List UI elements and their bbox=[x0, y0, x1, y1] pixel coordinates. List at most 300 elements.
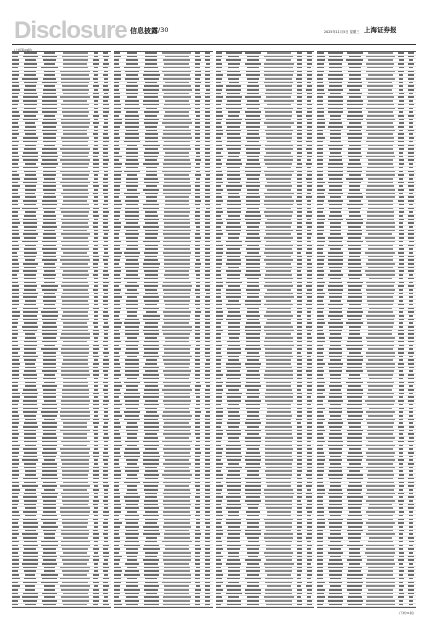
table-cell bbox=[203, 311, 213, 314]
table-cell bbox=[114, 474, 123, 477]
table-cell bbox=[123, 593, 142, 596]
table-cell bbox=[243, 63, 263, 66]
table-cell bbox=[40, 570, 60, 573]
table-cell bbox=[161, 363, 193, 366]
table-cell bbox=[193, 507, 203, 510]
table-cell bbox=[161, 59, 193, 62]
table-cell bbox=[224, 115, 243, 118]
table-cell bbox=[317, 519, 326, 522]
table-cell bbox=[193, 200, 203, 203]
table-cell bbox=[216, 156, 225, 159]
table-cell bbox=[224, 152, 243, 155]
table-cell bbox=[161, 71, 193, 74]
table-cell bbox=[294, 178, 304, 181]
table-cell bbox=[326, 578, 345, 581]
table-cell bbox=[224, 59, 243, 62]
table-cell bbox=[224, 459, 243, 462]
table-cell bbox=[317, 589, 326, 592]
table-cell bbox=[317, 63, 326, 66]
table-cell bbox=[161, 582, 193, 585]
table-cell bbox=[12, 326, 21, 329]
table-cell bbox=[161, 515, 193, 518]
table-cell bbox=[365, 300, 397, 303]
table-cell bbox=[304, 167, 314, 170]
table-cell bbox=[216, 559, 225, 562]
table-cell bbox=[101, 467, 111, 470]
table-cell bbox=[12, 270, 21, 273]
table-cell bbox=[243, 500, 263, 503]
table-cell bbox=[304, 282, 314, 285]
table-cell bbox=[263, 396, 295, 399]
table-cell bbox=[91, 74, 101, 77]
table-cell bbox=[294, 304, 304, 307]
table-cell bbox=[365, 326, 397, 329]
table-cell bbox=[294, 289, 304, 292]
table-cell bbox=[12, 493, 21, 496]
table-cell bbox=[203, 59, 213, 62]
table-cell bbox=[193, 193, 203, 196]
table-cell bbox=[21, 274, 40, 277]
table-cell bbox=[243, 322, 263, 325]
table-cell bbox=[59, 182, 91, 185]
table-cell bbox=[59, 230, 91, 233]
table-cell bbox=[326, 537, 345, 540]
table-cell bbox=[12, 437, 21, 440]
table-cell bbox=[91, 563, 101, 566]
table-cell bbox=[326, 219, 345, 222]
table-cell bbox=[101, 511, 111, 514]
table-cell bbox=[216, 507, 225, 510]
table-cell bbox=[224, 552, 243, 555]
table-cell bbox=[91, 59, 101, 62]
table-cell bbox=[294, 596, 304, 599]
table-cell bbox=[224, 137, 243, 140]
table-cell bbox=[243, 574, 263, 577]
table-cell bbox=[91, 308, 101, 311]
table-cell bbox=[224, 308, 243, 311]
table-cell bbox=[203, 470, 213, 473]
table-cell bbox=[243, 567, 263, 570]
table-cell bbox=[294, 267, 304, 270]
table-cell bbox=[141, 311, 161, 314]
table-cell bbox=[365, 519, 397, 522]
table-cell bbox=[101, 245, 111, 248]
table-cell bbox=[101, 115, 111, 118]
table-cell bbox=[224, 108, 243, 111]
table-cell bbox=[263, 52, 295, 55]
table-cell bbox=[317, 452, 326, 455]
table-cell bbox=[21, 426, 40, 429]
table-cell bbox=[203, 452, 213, 455]
table-cell bbox=[59, 263, 91, 266]
table-cell bbox=[141, 259, 161, 262]
table-cell bbox=[304, 111, 314, 114]
table-cell bbox=[345, 585, 365, 588]
table-cell bbox=[141, 574, 161, 577]
table-cell bbox=[294, 352, 304, 355]
table-cell bbox=[224, 596, 243, 599]
table-cell bbox=[59, 589, 91, 592]
table-cell bbox=[365, 482, 397, 485]
table-cell bbox=[406, 148, 416, 151]
table-cell bbox=[216, 467, 225, 470]
table-cell bbox=[40, 607, 60, 608]
table-cell bbox=[224, 478, 243, 481]
table-cell bbox=[101, 411, 111, 414]
table-cell bbox=[345, 270, 365, 273]
table-cell bbox=[21, 56, 40, 59]
table-cell bbox=[161, 430, 193, 433]
table-cell bbox=[345, 578, 365, 581]
table-cell bbox=[59, 52, 91, 55]
table-cell bbox=[224, 163, 243, 166]
table-cell bbox=[396, 437, 406, 440]
table-cell bbox=[345, 71, 365, 74]
table-cell bbox=[224, 585, 243, 588]
table-cell bbox=[12, 85, 21, 88]
table-cell bbox=[114, 319, 123, 322]
table-cell bbox=[161, 530, 193, 533]
table-cell bbox=[203, 585, 213, 588]
table-cell bbox=[193, 211, 203, 214]
table-cell bbox=[345, 159, 365, 162]
table-cell bbox=[114, 219, 123, 222]
table-cell bbox=[304, 545, 314, 548]
table-cell bbox=[123, 496, 142, 499]
table-cell bbox=[406, 522, 416, 525]
table-cell bbox=[114, 330, 123, 333]
table-cell bbox=[216, 504, 225, 507]
table-cell bbox=[101, 515, 111, 518]
table-cell bbox=[12, 345, 21, 348]
table-cell bbox=[123, 145, 142, 148]
table-cell bbox=[326, 456, 345, 459]
table-cell bbox=[101, 582, 111, 585]
table-cell bbox=[141, 282, 161, 285]
table-cell bbox=[263, 411, 295, 414]
table-cell bbox=[304, 493, 314, 496]
table-cell bbox=[91, 548, 101, 551]
table-cell bbox=[365, 145, 397, 148]
table-cell bbox=[345, 211, 365, 214]
table-cell bbox=[216, 482, 225, 485]
table-cell bbox=[317, 515, 326, 518]
table-cell bbox=[345, 596, 365, 599]
table-cell bbox=[40, 133, 60, 136]
table-cell bbox=[91, 422, 101, 425]
table-cell bbox=[123, 148, 142, 151]
table-cell bbox=[40, 311, 60, 314]
table-cell bbox=[406, 396, 416, 399]
table-cell bbox=[21, 263, 40, 266]
table-cell bbox=[193, 167, 203, 170]
table-cell bbox=[123, 337, 142, 340]
table-cell bbox=[193, 419, 203, 422]
table-cell bbox=[12, 141, 21, 144]
table-cell bbox=[59, 556, 91, 559]
table-cell bbox=[141, 326, 161, 329]
table-cell bbox=[59, 59, 91, 62]
table-cell bbox=[12, 137, 21, 140]
table-cell bbox=[365, 245, 397, 248]
table-cell bbox=[12, 522, 21, 525]
table-cell bbox=[345, 437, 365, 440]
table-cell bbox=[365, 563, 397, 566]
table-cell bbox=[224, 396, 243, 399]
table-cell bbox=[406, 459, 416, 462]
table-cell bbox=[203, 578, 213, 581]
table-cell bbox=[91, 274, 101, 277]
table-cell bbox=[141, 589, 161, 592]
table-cell bbox=[317, 300, 326, 303]
table-cell bbox=[40, 237, 60, 240]
table-cell bbox=[203, 163, 213, 166]
table-cell bbox=[224, 230, 243, 233]
table-cell bbox=[263, 74, 295, 77]
table-cell bbox=[91, 115, 101, 118]
table-cell bbox=[114, 348, 123, 351]
table-cell bbox=[59, 315, 91, 318]
table-cell bbox=[294, 589, 304, 592]
table-cell bbox=[326, 256, 345, 259]
table-cell bbox=[304, 93, 314, 96]
table-cell bbox=[161, 522, 193, 525]
table-cell bbox=[224, 556, 243, 559]
table-cell bbox=[114, 459, 123, 462]
table-cell bbox=[59, 285, 91, 288]
page-number: /30 bbox=[158, 26, 169, 34]
table-cell bbox=[317, 582, 326, 585]
table-cell bbox=[21, 563, 40, 566]
table-cell bbox=[294, 600, 304, 603]
table-cell bbox=[59, 348, 91, 351]
table-cell bbox=[21, 208, 40, 211]
table-cell bbox=[91, 196, 101, 199]
table-cell bbox=[141, 604, 161, 607]
table-cell bbox=[263, 267, 295, 270]
table-cell bbox=[193, 522, 203, 525]
table-cell bbox=[161, 330, 193, 333]
table-cell bbox=[216, 100, 225, 103]
table-cell bbox=[161, 426, 193, 429]
table-cell bbox=[406, 482, 416, 485]
table-cell bbox=[101, 171, 111, 174]
table-cell bbox=[304, 174, 314, 177]
table-cell bbox=[21, 504, 40, 507]
table-cell bbox=[193, 130, 203, 133]
table-cell bbox=[396, 519, 406, 522]
table-cell bbox=[91, 359, 101, 362]
table-cell bbox=[203, 600, 213, 603]
table-cell bbox=[114, 526, 123, 529]
table-cell bbox=[114, 193, 123, 196]
table-cell bbox=[123, 415, 142, 418]
table-cell bbox=[304, 141, 314, 144]
table-cell bbox=[216, 567, 225, 570]
table-cell bbox=[216, 85, 225, 88]
table-cell bbox=[203, 122, 213, 125]
table-cell bbox=[317, 133, 326, 136]
table-cell bbox=[21, 545, 40, 548]
table-cell bbox=[114, 559, 123, 562]
table-cell bbox=[345, 133, 365, 136]
table-cell bbox=[294, 208, 304, 211]
table-cell bbox=[396, 400, 406, 403]
table-cell bbox=[12, 315, 21, 318]
table-cell bbox=[141, 511, 161, 514]
table-cell bbox=[203, 604, 213, 607]
table-cell bbox=[193, 385, 203, 388]
table-cell bbox=[193, 607, 203, 608]
table-cell bbox=[40, 459, 60, 462]
table-cell bbox=[161, 267, 193, 270]
table-cell bbox=[317, 378, 326, 381]
table-cell bbox=[243, 541, 263, 544]
table-cell bbox=[263, 300, 295, 303]
table-cell bbox=[294, 215, 304, 218]
table-cell bbox=[294, 133, 304, 136]
table-cell bbox=[224, 482, 243, 485]
table-cell bbox=[224, 126, 243, 129]
table-cell bbox=[317, 163, 326, 166]
table-cell bbox=[123, 182, 142, 185]
table-cell bbox=[304, 533, 314, 536]
table-cell bbox=[141, 422, 161, 425]
table-cell bbox=[345, 85, 365, 88]
table-cell bbox=[224, 293, 243, 296]
table-cell bbox=[101, 426, 111, 429]
table-cell bbox=[193, 245, 203, 248]
table-cell bbox=[406, 185, 416, 188]
table-cell bbox=[101, 341, 111, 344]
table-cell bbox=[161, 274, 193, 277]
table-cell bbox=[345, 282, 365, 285]
table-cell bbox=[114, 415, 123, 418]
table-cell bbox=[396, 274, 406, 277]
table-cell bbox=[12, 133, 21, 136]
table-cell bbox=[123, 267, 142, 270]
table-cell bbox=[21, 607, 40, 608]
table-cell bbox=[317, 56, 326, 59]
table-cell bbox=[21, 530, 40, 533]
table-cell bbox=[203, 485, 213, 488]
table-cell bbox=[294, 389, 304, 392]
table-cell bbox=[216, 211, 225, 214]
table-cell bbox=[326, 400, 345, 403]
table-cell bbox=[406, 548, 416, 551]
table-cell bbox=[203, 556, 213, 559]
table-cell bbox=[203, 104, 213, 107]
table-cell bbox=[326, 333, 345, 336]
table-cell bbox=[216, 419, 225, 422]
table-cell bbox=[12, 515, 21, 518]
table-cell bbox=[365, 308, 397, 311]
table-cell bbox=[59, 374, 91, 377]
table-cell bbox=[304, 259, 314, 262]
table-cell bbox=[345, 459, 365, 462]
table-cell bbox=[40, 226, 60, 229]
table-cell bbox=[396, 333, 406, 336]
table-cell bbox=[141, 426, 161, 429]
table-cell bbox=[294, 274, 304, 277]
table-cell bbox=[101, 574, 111, 577]
table-cell bbox=[101, 82, 111, 85]
table-cell bbox=[21, 137, 40, 140]
table-cell bbox=[40, 430, 60, 433]
table-cell bbox=[101, 156, 111, 159]
table-cell bbox=[21, 59, 40, 62]
table-cell bbox=[21, 319, 40, 322]
table-cell bbox=[406, 489, 416, 492]
table-cell bbox=[304, 289, 314, 292]
table-cell bbox=[161, 441, 193, 444]
table-cell bbox=[12, 367, 21, 370]
table-cell bbox=[141, 352, 161, 355]
table-cell bbox=[294, 108, 304, 111]
table-cell bbox=[294, 478, 304, 481]
table-cell bbox=[263, 600, 295, 603]
table-cell bbox=[263, 548, 295, 551]
table-cell bbox=[114, 74, 123, 77]
table-cell bbox=[304, 196, 314, 199]
table-cell bbox=[243, 378, 263, 381]
table-cell bbox=[12, 156, 21, 159]
table-cell bbox=[59, 519, 91, 522]
table-cell bbox=[101, 526, 111, 529]
table-cell bbox=[345, 559, 365, 562]
table-cell bbox=[304, 82, 314, 85]
table-cell bbox=[345, 74, 365, 77]
table-cell bbox=[161, 537, 193, 540]
table-cell bbox=[294, 504, 304, 507]
table-cell bbox=[326, 393, 345, 396]
table-cell bbox=[123, 78, 142, 81]
table-cell bbox=[396, 304, 406, 307]
table-cell bbox=[193, 389, 203, 392]
table-cell bbox=[345, 200, 365, 203]
table-cell bbox=[365, 171, 397, 174]
table-cell bbox=[12, 470, 21, 473]
table-cell bbox=[203, 263, 213, 266]
table-cell bbox=[193, 304, 203, 307]
table-cell bbox=[101, 89, 111, 92]
table-cell bbox=[203, 352, 213, 355]
table-cell bbox=[326, 452, 345, 455]
table-cell bbox=[114, 245, 123, 248]
table-cell bbox=[101, 93, 111, 96]
table-cell bbox=[123, 445, 142, 448]
table-cell bbox=[304, 515, 314, 518]
table-cell bbox=[193, 533, 203, 536]
table-cell bbox=[91, 404, 101, 407]
table-cell bbox=[294, 171, 304, 174]
table-cell bbox=[326, 496, 345, 499]
table-cell bbox=[294, 522, 304, 525]
table-cell bbox=[365, 522, 397, 525]
table-cell bbox=[216, 59, 225, 62]
table-cell bbox=[326, 559, 345, 562]
table-cell bbox=[91, 385, 101, 388]
table-cell bbox=[91, 482, 101, 485]
table-cell bbox=[21, 333, 40, 336]
table-cell bbox=[161, 182, 193, 185]
table-cell bbox=[304, 204, 314, 207]
table-cell bbox=[91, 504, 101, 507]
table-cell bbox=[396, 341, 406, 344]
table-cell bbox=[406, 385, 416, 388]
table-cell bbox=[216, 171, 225, 174]
table-cell bbox=[123, 85, 142, 88]
